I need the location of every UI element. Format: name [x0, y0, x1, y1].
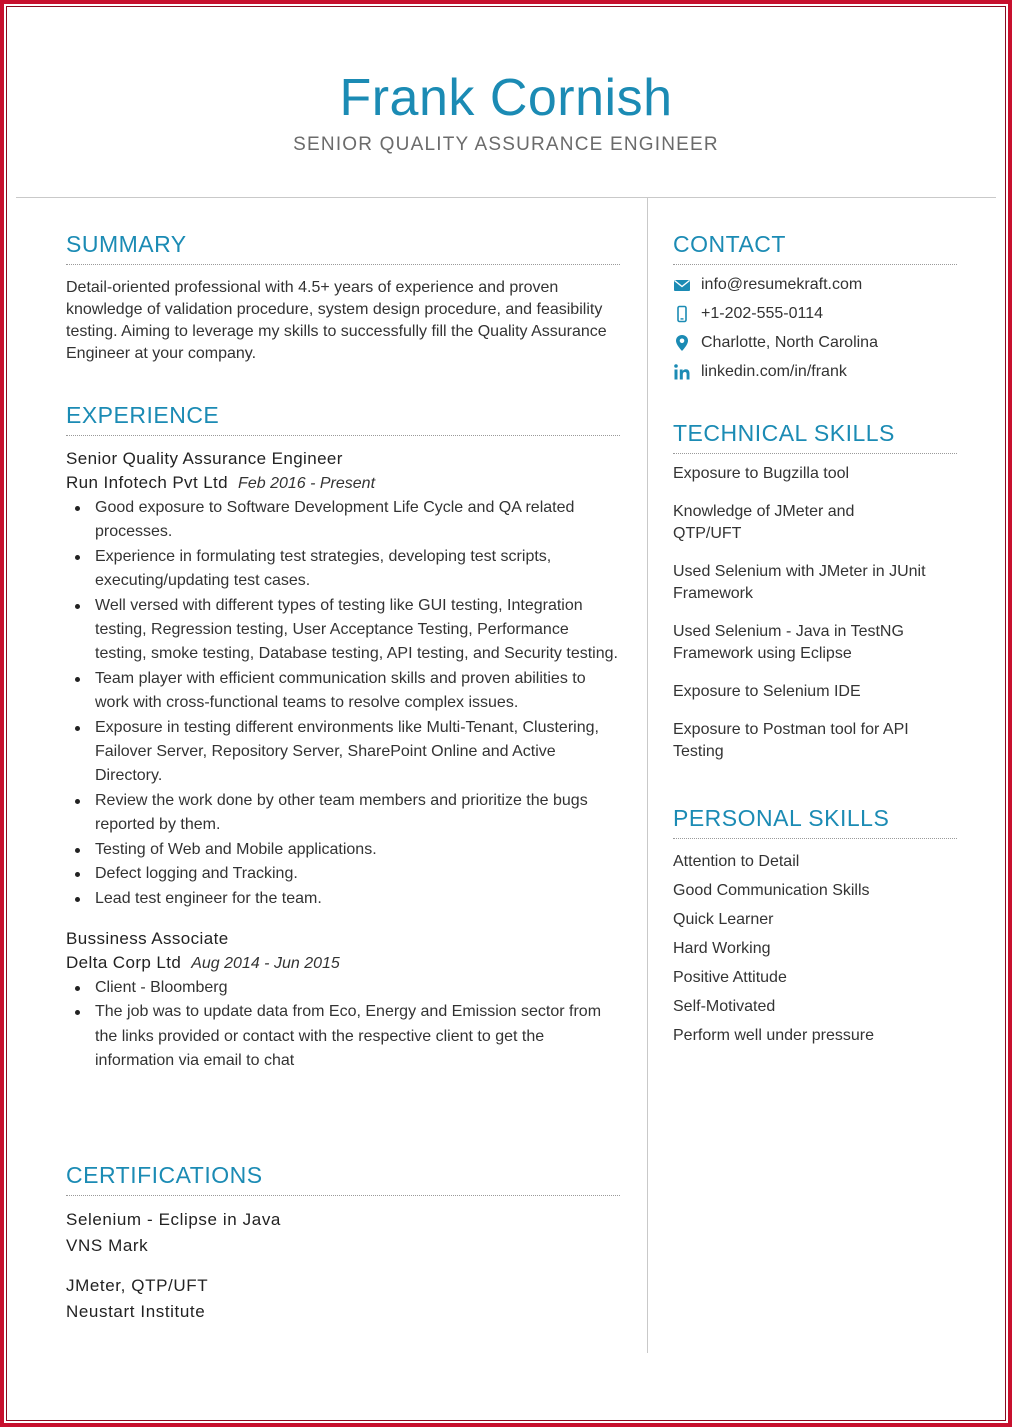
list-item: Knowledge of JMeter and QTP/UFT — [673, 503, 855, 542]
list-item: Good exposure to Software Development Life Cycle and QA related processes. — [66, 496, 620, 545]
list-item: Lead test engineer for the team. — [66, 887, 620, 911]
list-item: Good Communication Skills — [673, 882, 870, 899]
list-item: Experience in formulating test strategies, developing test scripts, executing/updating test cases. — [66, 545, 620, 594]
technical-skills-heading: TECHNICAL SKILLS — [673, 420, 895, 446]
list-item: Review the work done by other team members and prioritize the bugs reported by them. — [66, 789, 620, 838]
list-item: Exposure to Bugzilla tool — [673, 465, 850, 482]
job-dates: Feb 2016 - Present — [238, 475, 376, 492]
contact-email-text: info@resumekraft.com — [701, 276, 863, 293]
list-item: The job was to update data from Eco, Energy and Emission sector from the links provided or contact with the respective client to get the information via email to chat — [66, 1000, 620, 1073]
list-item: Exposure to Postman tool for API Testing — [673, 721, 909, 760]
job-company: Delta Corp Ltd — [66, 952, 182, 972]
list-item: Used Selenium - Java in TestNG Framework using Eclipse — [673, 623, 904, 662]
summary-text: Detail-oriented professional with 4.5+ years of experience and proven knowledge of validation procedure, system design procedure, and feasibility testing. Aiming to leverage my skills to successfully fill the Quality Assurance Engineer at your company. — [66, 279, 607, 362]
job-title: Senior Quality Assurance Engineer — [66, 449, 343, 468]
candidate-name: Frank Cornish — [339, 69, 673, 127]
contact-phone-text: +1-202-555-0114 — [701, 305, 824, 322]
certification-org: VNS Mark — [66, 1236, 149, 1255]
list-item: Attention to Detail — [673, 853, 800, 870]
job-dates: Aug 2014 - Jun 2015 — [191, 954, 340, 972]
contact-linkedin-text: linkedin.com/in/frank — [701, 363, 847, 380]
candidate-title: SENIOR QUALITY ASSURANCE ENGINEER — [293, 134, 719, 155]
list-item: Team player with efficient communication skills and proven abilities to work with cross-functional teams to resolve complex issues. — [66, 667, 620, 716]
list-item: Well versed with different types of testing like GUI testing, Integration testing, Regression testing, User Acceptance Testing, Performance testing, smoke testing, Database testing, API testing, and Security testing. — [66, 594, 620, 667]
certification-name: Selenium - Eclipse in Java — [66, 1210, 281, 1229]
summary-heading: SUMMARY — [66, 231, 187, 257]
certifications-heading: CERTIFICATIONS — [66, 1162, 263, 1188]
list-item: Defect logging and Tracking. — [66, 862, 620, 886]
list-item: Used Selenium with JMeter in JUnit Framework — [673, 563, 926, 602]
list-item: Positive Attitude — [673, 969, 787, 986]
job-company: Run Infotech Pvt Ltd — [66, 473, 229, 492]
list-item: Self-Motivated — [673, 998, 776, 1015]
certification-org: Neustart Institute — [66, 1302, 206, 1321]
experience-heading: EXPERIENCE — [66, 402, 220, 428]
list-item: Exposure to Selenium IDE — [673, 683, 861, 700]
contact-heading: CONTACT — [673, 231, 786, 257]
list-item: Quick Learner — [673, 911, 774, 928]
job-title: Bussiness Associate — [66, 928, 229, 948]
contact-location-text: Charlotte, North Carolina — [701, 334, 878, 351]
personal-skills-heading: PERSONAL SKILLS — [673, 805, 890, 831]
certification-name: JMeter, QTP/UFT — [66, 1276, 209, 1295]
list-item: Client - Bloomberg — [66, 976, 620, 1000]
list-item: Testing of Web and Mobile applications. — [66, 838, 620, 862]
list-item: Perform well under pressure — [673, 1027, 874, 1044]
list-item: Hard Working — [673, 940, 771, 957]
list-item: Exposure in testing different environments like Multi-Tenant, Clustering, Failover Server, Repository Server, SharePoint Online and Active Directory. — [66, 716, 620, 789]
